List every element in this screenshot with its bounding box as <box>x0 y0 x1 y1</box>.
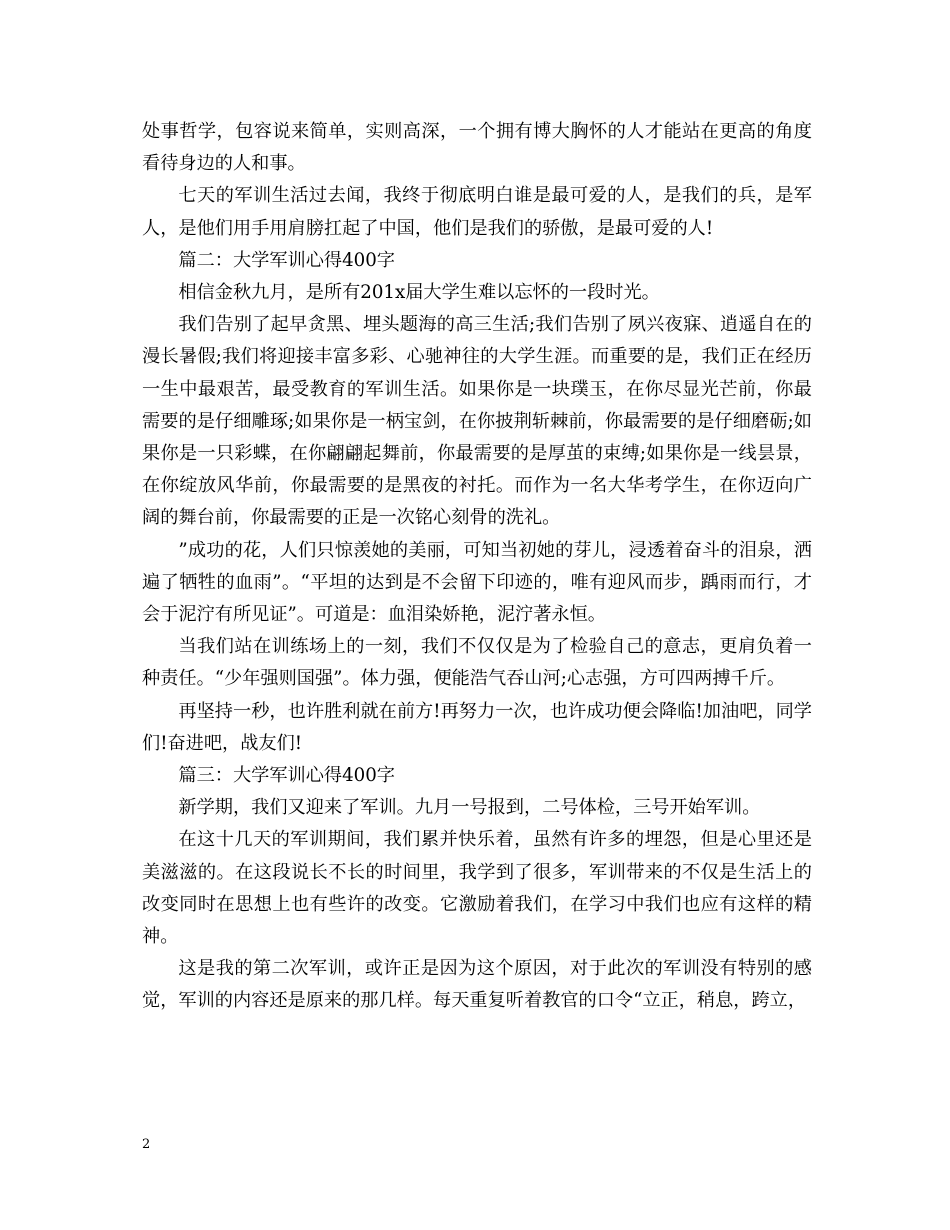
document-body <box>142 116 812 1018</box>
paragraph: 新学期，我们又迎来了军训。九月一号报到，二号体检，三号开始军训。 <box>178 797 761 819</box>
paragraph: 七天的军训生活过去闻，我终于彻底明白谁是最可爱的人，是我们的兵，是军人，是他们用手用肩膀扛起了中国，他们是我们的骄傲，是最可爱的人! <box>142 185 812 239</box>
paragraph: 相信金秋九月，是所有201x届大学生难以忘怀的一段时光。 <box>178 282 660 304</box>
section-heading-part-three: 篇三：大学军训心得400字 <box>178 765 395 787</box>
paragraph: 这是我的第二次军训，或许正是因为这个原因，对于此次的军训没有特别的感觉，军训的内容还是原来的那几样。每天重复听着教官的口令“立正，稍息，跨立， <box>142 958 812 1012</box>
paragraph: 在这十几天的军训期间，我们累并快乐着，虽然有许多的埋怨，但是心里还是美滋滋的。在这段说长不长的时间里，我学到了很多，军训带来的不仅是生活上的改变同时在思想上也有些许的改变。它激励着我们，在学习中我们也应有这样的精神。 <box>142 829 812 948</box>
paragraph: 再坚持一秒，也许胜利就在前方!再努力一次，也许成功便会降临!加油吧，同学们!奋进吧，战友们! <box>142 700 812 754</box>
paragraph: 我们告别了起早贪黑、埋头题海的高三生活;我们告别了夙兴夜寐、逍遥自在的漫长暑假;我们将迎接丰富多彩、心驰神往的大学生涯。而重要的是，我们正在经历一生中最艰苦，最受教育的军训生活。如果你是一块璞玉，在你尽显光芒前，你最需要的是仔细雕琢;如果你是一柄宝剑，在你披荆斩棘前，你最需要的是仔细磨砺;如果你是一只彩蝶，在你翩翩起舞前，你最需要的是厚茧的束缚;如果你是一线昙景，在你绽放风华前，你最需要的是黑夜的衬托。而作为一名大华考学生，在你迈向广阔的舞台前，你最需要的正是一次铭心刻骨的洗礼。 <box>142 314 812 529</box>
paragraph-continued: 处事哲学，包容说来简单，实则高深，一个拥有博大胸怀的人才能站在更高的角度看待身边的人和事。 <box>142 121 812 175</box>
paragraph: ”成功的花，人们只惊羡她的美丽，可知当初她的芽儿，浸透着奋斗的泪泉，洒遍了牺牲的血雨”。“平坦的达到是不会留下印迹的，唯有迎风而步，踽雨而行，才会于泥泞有所见证”。可道是：血泪染娇艳，泥泞著永恒。 <box>142 539 812 626</box>
paragraph: 当我们站在训练场上的一刻，我们不仅仅是为了检验自己的意志，更肩负着一种责任。“少年强则国强”。体力强，便能浩气吞山河;心志强，方可四两搏千斤。 <box>142 636 812 690</box>
page-number: 2 <box>142 1137 151 1152</box>
section-heading-part-two: 篇二：大学军训心得400字 <box>178 249 395 271</box>
